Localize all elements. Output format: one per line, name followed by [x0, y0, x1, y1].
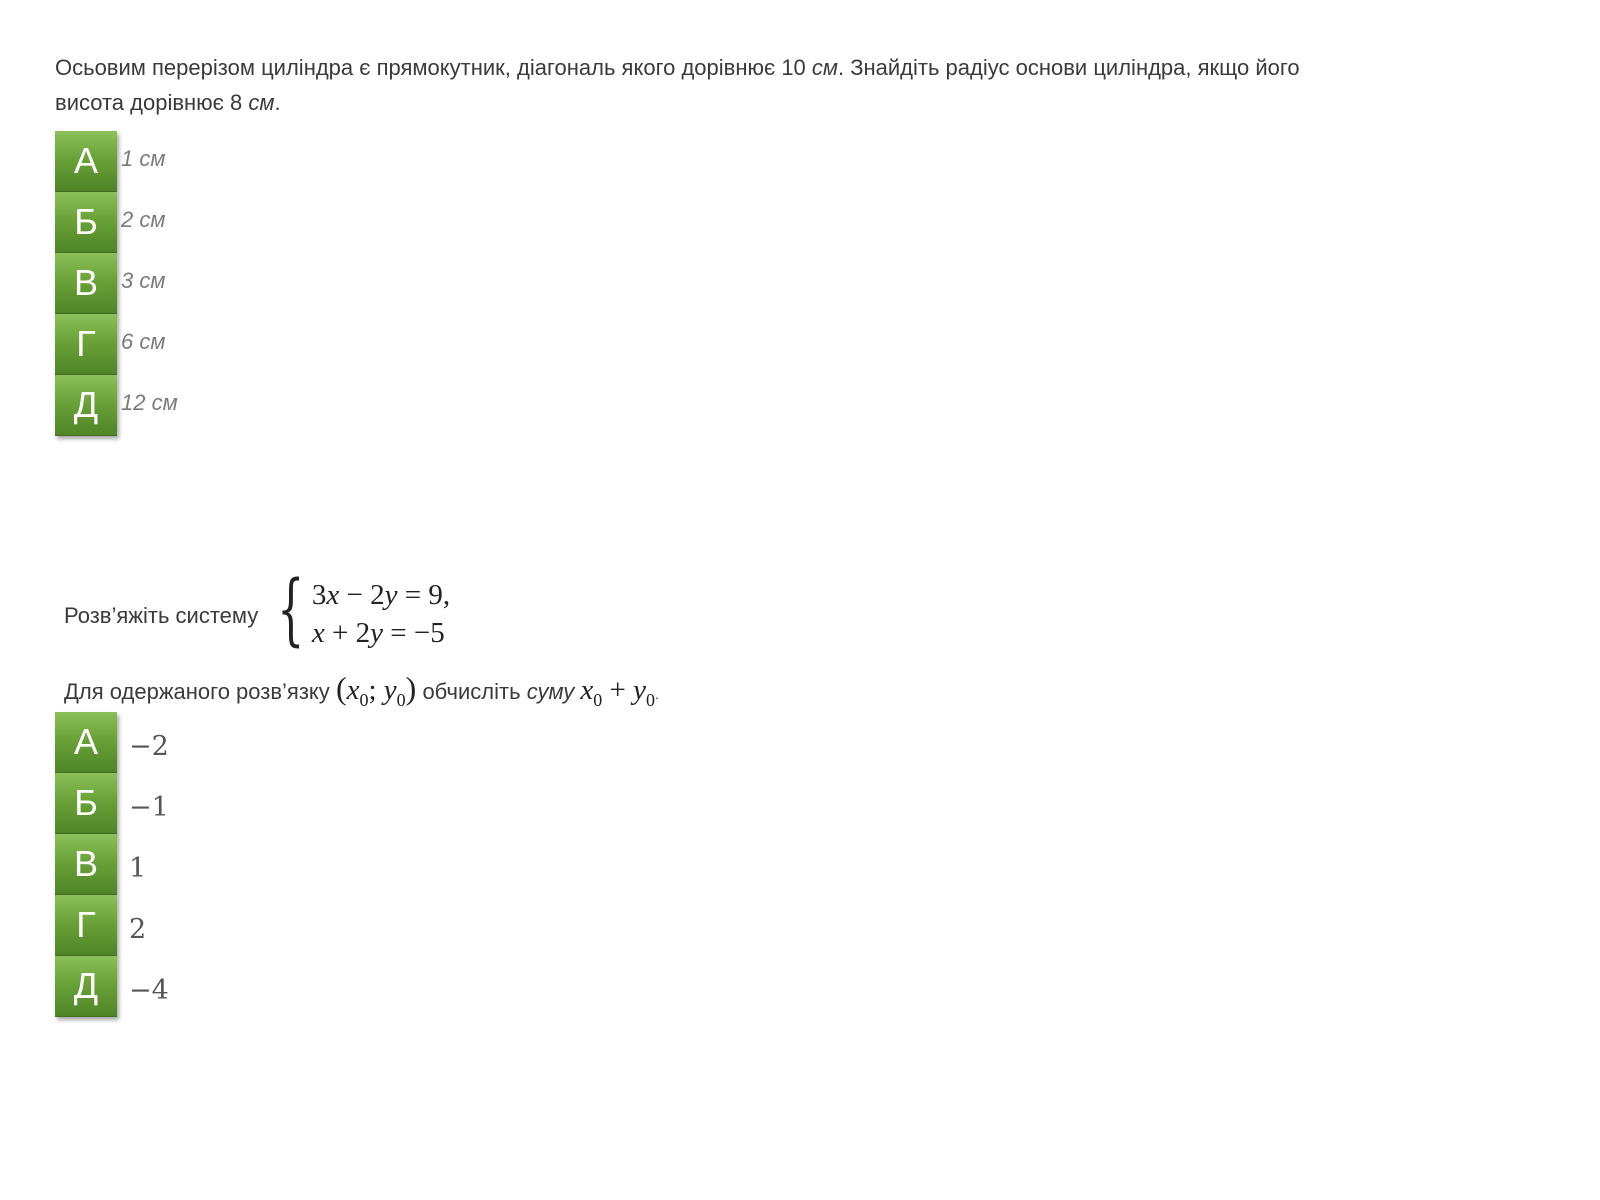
eq-var: y — [370, 617, 384, 649]
option-letter-badge[interactable]: Б — [55, 192, 117, 253]
equation-2 — [312, 614, 450, 652]
q1-option-a[interactable] — [55, 131, 755, 192]
eq-part: = −5 — [383, 617, 445, 649]
q1-text-part: Осьовим перерізом циліндра є прямокутник, діагональ якого дорівнює 10 — [55, 55, 812, 80]
eq-var: x — [326, 579, 340, 611]
option-letter-badge[interactable]: Г — [55, 895, 117, 956]
equation-system — [312, 576, 450, 652]
question-2-system — [64, 565, 451, 655]
q1-option-d[interactable] — [55, 375, 755, 436]
option-letter-badge[interactable]: Б — [55, 773, 117, 834]
option-letter-badge[interactable]: В — [55, 834, 117, 895]
option-letter-badge[interactable]: В — [55, 253, 117, 314]
q1-option-b[interactable] — [55, 192, 755, 253]
eq-part: − 2 — [339, 579, 385, 611]
eq-part: + 2 — [324, 617, 371, 649]
equation-1 — [312, 576, 450, 614]
q1-option-g[interactable] — [55, 314, 755, 375]
q2-text-prefix: Для одержаного розв’язку — [64, 679, 330, 704]
q2-option-d[interactable] — [55, 956, 755, 1017]
question-2-text: Для одержаного розв’язку ($x_0$; $y_0$) обчисліть суму $x_0 + y_0$ . — [64, 670, 659, 710]
option-value: −1 — [129, 792, 169, 823]
option-value: 2 — [129, 914, 147, 945]
q2-sum-word: суму — [526, 679, 575, 704]
option-value: 1 — [129, 853, 147, 884]
option-value: 1 см — [121, 145, 166, 171]
question-1-options — [55, 131, 755, 436]
eq-part: = 9, — [397, 579, 451, 611]
question-2-options — [55, 712, 755, 1017]
q1-unit: см — [248, 90, 275, 115]
option-value: −4 — [129, 975, 169, 1006]
q2-option-a[interactable] — [55, 712, 755, 773]
system-brace: { — [277, 565, 305, 655]
q1-text-part: . — [274, 90, 281, 115]
q2-option-b[interactable] — [55, 773, 755, 834]
q2-option-g[interactable] — [55, 895, 755, 956]
option-letter-badge[interactable]: Д — [55, 956, 117, 1017]
option-value: 12 см — [121, 389, 178, 415]
sum-expression: $x_0 + y_0$ — [580, 674, 656, 710]
option-letter-badge[interactable]: Д — [55, 375, 117, 436]
option-value: −2 — [129, 731, 169, 762]
eq-var: y — [384, 579, 398, 611]
q1-text-part: . Знайдіть радіус основи циліндра, якщо його висота дорівнює 8 — [55, 55, 1300, 115]
question-1-text — [55, 50, 1345, 120]
solution-pair: ($x_0$; $y_0$) — [335, 670, 417, 710]
option-value: 6 см — [121, 328, 166, 354]
option-letter-badge[interactable]: Г — [55, 314, 117, 375]
option-letter-badge[interactable]: А — [55, 131, 117, 192]
option-letter-badge[interactable]: А — [55, 712, 117, 773]
option-value: 2 см — [121, 206, 166, 232]
q2-option-v[interactable] — [55, 834, 755, 895]
q2-text-middle: обчисліть — [422, 679, 521, 704]
q1-unit: см — [811, 55, 838, 80]
eq-part: 3 — [311, 579, 327, 611]
q1-option-v[interactable] — [55, 253, 755, 314]
eq-var: x — [311, 617, 325, 649]
q2-intro-label: Розв’яжіть систему — [64, 603, 259, 628]
option-value: 3 см — [121, 267, 166, 293]
